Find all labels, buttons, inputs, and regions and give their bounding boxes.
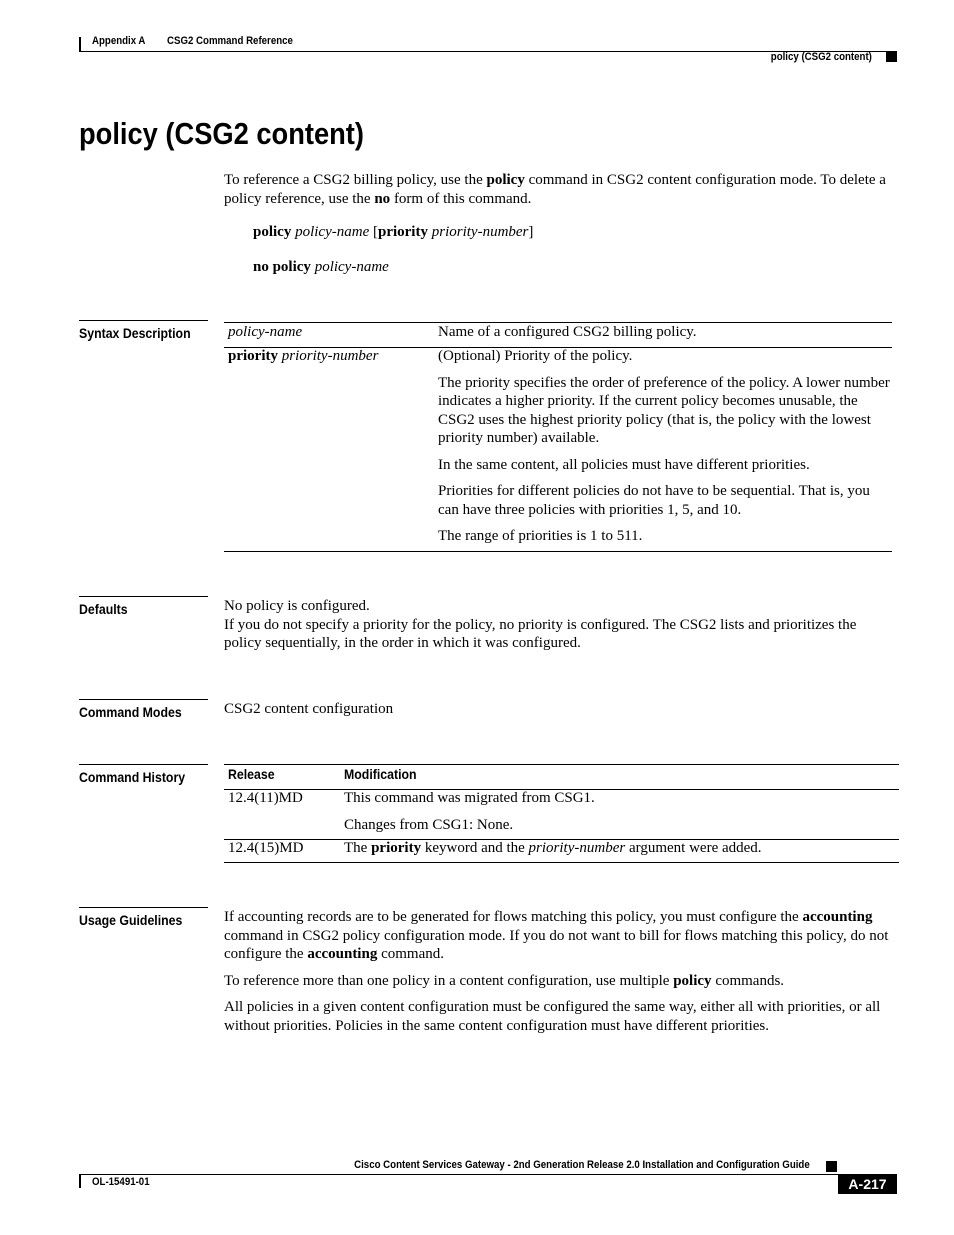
usage-p2-text-2: commands. bbox=[711, 972, 785, 989]
syntax-cmd-no-policy: no policy bbox=[253, 259, 311, 275]
history-row2-kw: priority bbox=[371, 840, 422, 856]
usage-paragraph-1 bbox=[224, 908, 898, 964]
header-chapter: CSG2 Command Reference bbox=[167, 35, 293, 47]
footer-rule bbox=[79, 1174, 897, 1175]
history-top-rule bbox=[224, 764, 899, 765]
usage-paragraph-2 bbox=[224, 972, 898, 991]
syntax-bracket-close: ] bbox=[528, 224, 534, 240]
syntax-arg-policy-name: policy-name bbox=[295, 224, 370, 240]
defaults-line-2: If you do not specify a priority for the policy, no priority is configured. The CSG2 lists and prioritizes the policy sequentially, in the order in which it was configured. bbox=[224, 616, 857, 651]
usage-paragraph-3: All policies in a given content configuration must be configured the same way, either all with priorities, or all without priorities. Policies in the same content configuration must have different priorities. bbox=[224, 999, 881, 1034]
usage-p1-kw-1: accounting bbox=[802, 909, 873, 925]
usage-p1-kw-2: accounting bbox=[307, 946, 378, 962]
syntax-arg-priority-number: priority-number bbox=[431, 224, 529, 240]
history-row2-release: 12.4(15)MD bbox=[228, 840, 304, 856]
intro-keyword-no: no bbox=[374, 190, 391, 207]
usage-text bbox=[224, 908, 898, 1035]
history-row2-text-3: argument were added. bbox=[625, 840, 762, 856]
usage-p1-text-3: command. bbox=[377, 946, 444, 962]
history-row1-mod-line1: This command was migrated from CSG1. bbox=[344, 790, 595, 806]
history-row1-mod bbox=[344, 789, 894, 834]
syntax-arg-policy-name-2: policy-name bbox=[314, 259, 389, 275]
header-marker bbox=[886, 51, 897, 62]
syntax-row2-desc-p2: The priority specifies the order of preference of the policy. A lower number indicates a higher priority. If the current policy becomes unusable, the CSG2 uses the highest priority policy (that is, the policy with the lowest priority number) available. bbox=[438, 374, 890, 446]
history-row2-arg: priority-number bbox=[528, 840, 626, 856]
syntax-row2-desc-p3: In the same content, all policies must have different priorities. bbox=[438, 456, 810, 473]
footer-page-number: A-217 bbox=[848, 1176, 887, 1192]
syntax-bracket-open: [ bbox=[372, 224, 378, 240]
command-modes-text: CSG2 content configuration bbox=[224, 701, 394, 717]
footer-left-bar bbox=[79, 1174, 81, 1188]
header-appendix: Appendix A bbox=[92, 35, 146, 47]
syntax-cmd-policy: policy bbox=[253, 224, 292, 240]
history-row2-mod bbox=[344, 839, 894, 858]
footer-marker bbox=[826, 1161, 837, 1172]
intro-text-2: command in CSG2 content configuration mode. To delete a policy reference, use the bbox=[224, 172, 886, 207]
defaults-text bbox=[224, 597, 896, 653]
syntax-row1-term: policy-name bbox=[228, 324, 303, 340]
syntax-row2-kw: priority bbox=[228, 348, 278, 364]
header-running-title: policy (CSG2 content) bbox=[770, 51, 872, 63]
syntax-row2-term bbox=[228, 347, 378, 366]
footer-guide-title: Cisco Content Services Gateway - 2nd Generation Release 2.0 Installation and Configuration Guide bbox=[354, 1159, 810, 1171]
section-syntax-description: Syntax Description bbox=[79, 320, 208, 341]
usage-p2-kw: policy bbox=[673, 972, 712, 989]
usage-p1-text-1: If accounting records are to be generated for flows matching this policy, you must configure the bbox=[224, 909, 803, 925]
history-bottom-rule bbox=[224, 862, 899, 863]
defaults-line-1: No policy is configured. bbox=[224, 598, 370, 614]
history-col-modification: Modification bbox=[344, 766, 417, 782]
section-command-history: Command History bbox=[79, 764, 208, 785]
section-defaults: Defaults bbox=[79, 596, 208, 617]
syntax-table-bottom-rule bbox=[224, 551, 892, 552]
syntax-row2-desc-p4: Priorities for different policies do not have to be sequential. That is, you can have three policies with priorities 1, 5, and 10. bbox=[438, 483, 870, 518]
section-usage-guidelines: Usage Guidelines bbox=[79, 907, 208, 928]
intro-keyword-policy: policy bbox=[486, 172, 525, 188]
syntax-row2-desc-p5: The range of priorities is 1 to 511. bbox=[438, 528, 643, 544]
footer-page-number-box bbox=[838, 1175, 897, 1194]
syntax-row2-arg: priority-number bbox=[281, 348, 379, 364]
usage-p1-text-2: command in CSG2 policy configuration mode. If you do not want to bill for flows matching this policy, do not configure the bbox=[224, 927, 889, 962]
intro-text-3: form of this command. bbox=[390, 190, 532, 207]
history-row1-mod-line2: Changes from CSG1: None. bbox=[344, 816, 514, 833]
syntax-line-2 bbox=[253, 258, 389, 277]
history-row2-text-2: keyword and the bbox=[421, 840, 529, 856]
syntax-line-1 bbox=[253, 223, 533, 242]
intro-paragraph bbox=[224, 171, 896, 208]
syntax-kw-priority: priority bbox=[377, 224, 428, 240]
footer-doc-number: OL-15491-01 bbox=[92, 1176, 150, 1188]
intro-text-1: To reference a CSG2 billing policy, use the bbox=[224, 172, 487, 188]
usage-p2-text-1: To reference more than one policy in a content configuration, use multiple bbox=[224, 972, 674, 989]
syntax-row1-desc: Name of a configured CSG2 billing policy. bbox=[438, 324, 697, 340]
history-col-release: Release bbox=[228, 766, 275, 782]
page-title: policy (CSG2 content) bbox=[79, 116, 364, 151]
section-command-modes: Command Modes bbox=[79, 699, 208, 720]
history-row2-text-1: The bbox=[344, 840, 372, 856]
syntax-row2-desc bbox=[438, 347, 890, 546]
syntax-row2-desc-p1: (Optional) Priority of the policy. bbox=[438, 348, 633, 364]
history-row1-release: 12.4(11)MD bbox=[228, 790, 303, 806]
header-left-bar bbox=[79, 37, 81, 51]
